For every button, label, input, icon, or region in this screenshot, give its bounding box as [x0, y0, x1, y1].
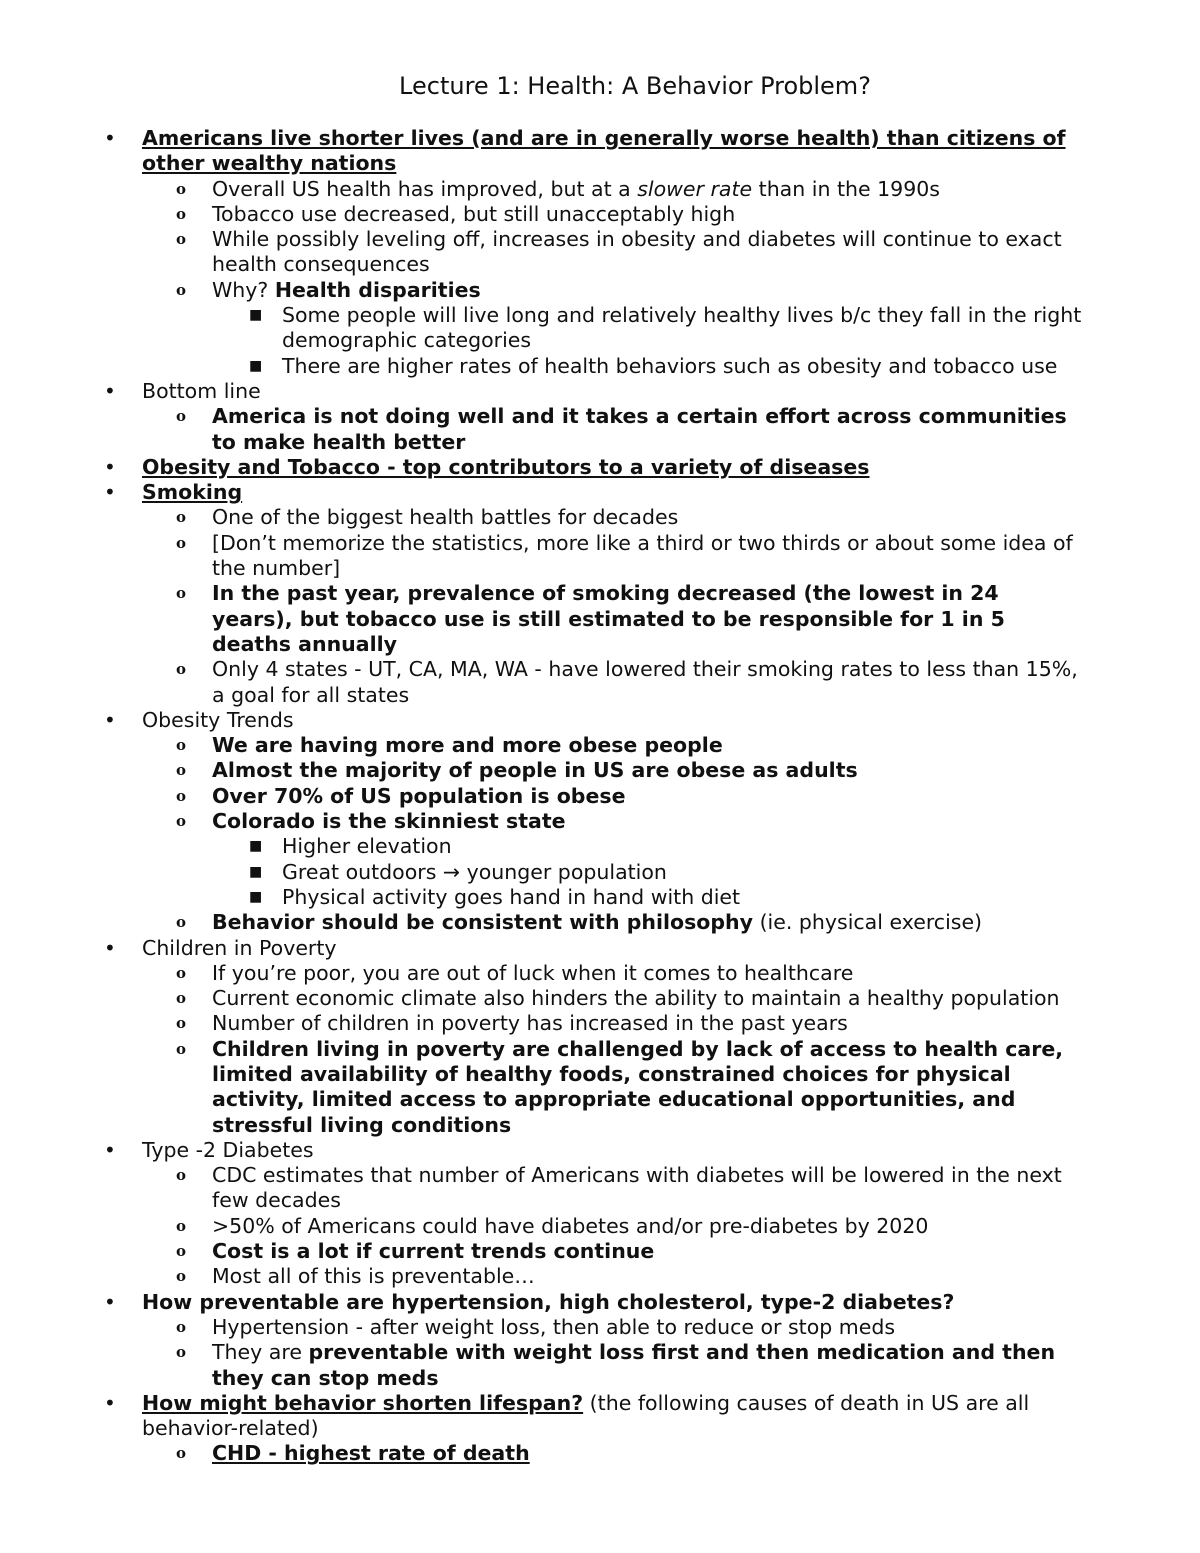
they-are-text-c: they can stop meds [212, 1365, 439, 1390]
smoking-text: Smoking [142, 480, 243, 505]
sub-marker: o [176, 533, 187, 552]
sub-dont [104, 531, 1134, 556]
sub-marker: o [176, 989, 187, 1008]
most-all-text: Most all of this is preventable… [212, 1264, 535, 1289]
sub-living-cont-1 [104, 1062, 1134, 1087]
sub-poor [104, 961, 1134, 986]
sub-marker: o [176, 1317, 187, 1336]
behavior-text-a: Behavior should be consistent with philosophy [212, 910, 754, 935]
sub-marker: o [176, 963, 187, 982]
sub-cost [104, 1239, 1134, 1264]
bullet-obesity-trends [104, 708, 1134, 733]
bullet-type2-diabetes [104, 1138, 1134, 1163]
sub-they-are-cont [104, 1366, 1134, 1391]
physical-text: Physical activity goes hand in hand with diet [282, 884, 741, 909]
overall-text-c: than in the 1990s [758, 176, 940, 201]
how-might-text-b: (the following causes of death in US are all [589, 1390, 1030, 1415]
bullet-how-preventable [104, 1290, 1134, 1315]
sub-past-year-cont-2 [104, 632, 1134, 657]
sub-living [104, 1037, 1134, 1062]
bullet-americans-cont [104, 151, 1134, 176]
square-marker: ■ [249, 838, 263, 855]
some-text-1: Some people will live long and relatively healthy lives b/c they fall in the right [282, 303, 1082, 328]
sub-marker: o [176, 204, 187, 223]
sub-marker: o [176, 508, 187, 527]
how-might-text-c: behavior-related) [142, 1416, 319, 1441]
subsub-outdoors [104, 860, 1134, 885]
why-text-b: Health disparities [274, 277, 481, 302]
dont-text-2: the number] [212, 556, 341, 581]
sub-more-obese [104, 733, 1134, 758]
subsub-elevation [104, 834, 1134, 859]
sub-marker: o [176, 1166, 187, 1185]
they-are-text-b: preventable with weight loss first and then medication and then [308, 1340, 1056, 1365]
bullet-marker: • [104, 1289, 116, 1314]
bullet-marker: • [104, 935, 116, 960]
majority-text: Almost the majority of people in US are obese as adults [212, 758, 858, 783]
poor-text: If you’re poor, you are out of luck when it comes to healthcare [212, 960, 854, 985]
overall-text-a: Overall US health has improved, but at a [212, 176, 631, 201]
bullet-how-might-cont [104, 1416, 1134, 1441]
how-might-text-a: How might behavior shorten lifespan? [142, 1390, 584, 1415]
living-text-3: activity, limited access to appropriate educational opportunities, and [212, 1087, 1016, 1112]
sub-marker: o [176, 407, 187, 426]
sub-marker: o [176, 230, 187, 249]
some-text-2: demographic categories [282, 328, 532, 353]
bullet-americans [104, 126, 1134, 151]
past-text-2: years), but tobacco use is still estimated to be responsible for 1 in 5 [212, 606, 1005, 631]
sub-most-all [104, 1264, 1134, 1289]
bullet-marker: • [104, 126, 116, 150]
only4-text-2: a goal for all states [212, 682, 410, 707]
bullet-how-might [104, 1391, 1134, 1416]
outdoors-text: Great outdoors → younger population [282, 859, 667, 884]
sub-past-year-cont-1 [104, 607, 1134, 632]
sub-past-year [104, 581, 1134, 606]
sub-hypertension [104, 1315, 1134, 1340]
how-preventable-text: How preventable are hypertension, high cholesterol, type-2 diabetes? [142, 1289, 955, 1314]
overall-text-b: slower rate [637, 176, 753, 201]
sub-behavior [104, 910, 1134, 935]
fifty-text: >50% of Americans could have diabetes and/or pre-diabetes by 2020 [212, 1213, 929, 1238]
sub-marker: o [176, 1343, 187, 1362]
dont-text-1: [Don’t memorize the statistics, more like a third or two thirds or about some idea of [212, 530, 1073, 555]
sub-marker: o [176, 1014, 187, 1033]
americans-text-2: other wealthy nations [142, 151, 397, 176]
bullet-marker: • [104, 1390, 116, 1415]
they-are-text-a: They are [212, 1340, 302, 1365]
sub-majority [104, 758, 1134, 783]
sub-tobacco [104, 202, 1134, 227]
behavior-text-b: (ie. physical exercise) [759, 910, 983, 935]
sub-marker: o [176, 736, 187, 755]
sub-cdc-cont [104, 1188, 1134, 1213]
sub-leveling-cont [104, 252, 1134, 277]
biggest-text: One of the biggest health battles for decades [212, 505, 679, 530]
subsub-some-cont [104, 328, 1134, 353]
bullet-marker: • [104, 378, 116, 403]
leveling-text-1: While possibly leveling off, increases in obesity and diabetes will continue to exact [212, 227, 1062, 252]
hypertension-text: Hypertension - after weight loss, then able to reduce or stop meds [212, 1314, 896, 1339]
sub-america-cont [104, 430, 1134, 455]
number-children-text: Number of children in poverty has increased in the past years [212, 1011, 848, 1036]
sub-marker: o [176, 584, 187, 603]
bullet-marker: • [104, 480, 116, 505]
living-text-2: limited availability of healthy foods, constrained choices for physical [212, 1061, 1011, 1086]
lecture-notes [104, 126, 1134, 1467]
america-text-1: America is not doing well and it takes a certain effort across communities [212, 404, 1067, 429]
sub-marker: o [176, 1039, 187, 1058]
sub-living-cont-3 [104, 1113, 1134, 1138]
sub-biggest [104, 505, 1134, 530]
square-marker: ■ [249, 863, 263, 880]
sub-colorado [104, 809, 1134, 834]
sub-marker: o [176, 179, 187, 198]
sub-marker: o [176, 812, 187, 831]
sub-america [104, 404, 1134, 429]
americans-text-1: Americans live shorter lives (and are in generally worse health) than citizens of [142, 126, 1066, 150]
obesity-tobacco-text: Obesity and Tobacco - top contributors to a variety of diseases [142, 454, 870, 479]
only4-text-1: Only 4 states - UT, CA, MA, WA - have lowered their smoking rates to less than 15%, [212, 657, 1078, 682]
higher-rates-text: There are higher rates of health behaviors such as obesity and tobacco use [282, 353, 1058, 378]
over70-text: Over 70% of US population is obese [212, 783, 626, 808]
leveling-text-2: health consequences [212, 252, 430, 277]
cdc-text-1: CDC estimates that number of Americans with diabetes will be lowered in the next [212, 1163, 1062, 1188]
sub-living-cont-2 [104, 1087, 1134, 1112]
why-text-a: Why? [212, 277, 269, 302]
colorado-text: Colorado is the skinniest state [212, 809, 566, 834]
sub-marker: o [176, 1267, 187, 1286]
cost-text: Cost is a lot if current trends continue [212, 1239, 655, 1264]
sub-marker: o [176, 660, 187, 679]
sub-only-4-states-cont [104, 683, 1134, 708]
cdc-text-2: few decades [212, 1188, 341, 1213]
square-marker: ■ [249, 888, 263, 905]
america-text-2: to make health better [212, 429, 466, 454]
sub-overall [104, 177, 1134, 202]
sub-fifty-percent [104, 1214, 1134, 1239]
children-poverty-text: Children in Poverty [142, 935, 337, 960]
tobacco-text: Tobacco use decreased, but still unacceptably high [212, 201, 736, 226]
elevation-text: Higher elevation [282, 834, 452, 859]
bullet-marker: • [104, 1137, 116, 1162]
sub-leveling [104, 227, 1134, 252]
sub-only-4-states [104, 657, 1134, 682]
sub-marker: o [176, 786, 187, 805]
subsub-some [104, 303, 1134, 328]
chd-text: CHD - highest rate of death [212, 1441, 530, 1466]
sub-cdc [104, 1163, 1134, 1188]
bullet-children-poverty [104, 936, 1134, 961]
sub-over-70 [104, 784, 1134, 809]
bullet-marker: • [104, 454, 116, 479]
bullet-smoking [104, 480, 1134, 505]
square-marker: ■ [249, 307, 263, 324]
bullet-marker: • [104, 707, 116, 732]
sub-marker: o [176, 761, 187, 780]
sub-number-children [104, 1011, 1134, 1036]
living-text-1: Children living in poverty are challenged by lack of access to health care, [212, 1036, 1064, 1061]
type2-text: Type -2 Diabetes [142, 1137, 314, 1162]
sub-marker: o [176, 1216, 187, 1235]
more-obese-text: We are having more and more obese people [212, 733, 723, 758]
past-text-3: deaths annually [212, 631, 398, 656]
sub-climate [104, 986, 1134, 1011]
living-text-4: stressful living conditions [212, 1112, 512, 1137]
sub-they-are [104, 1340, 1134, 1365]
past-text-1: In the past year, prevalence of smoking decreased (the lowest in 24 [212, 581, 999, 606]
sub-dont-cont [104, 556, 1134, 581]
sub-chd [104, 1441, 1134, 1466]
bottom-line-text: Bottom line [142, 378, 261, 403]
sub-marker: o [176, 280, 187, 299]
document-title: Lecture 1: Health: A Behavior Problem? [399, 72, 871, 100]
sub-marker: o [176, 1444, 187, 1463]
sub-marker: o [176, 913, 187, 932]
climate-text: Current economic climate also hinders the ability to maintain a healthy population [212, 986, 1060, 1011]
bullet-bottom-line [104, 379, 1134, 404]
sub-marker: o [176, 1242, 187, 1261]
bullet-obesity-tobacco [104, 455, 1134, 480]
subsub-higher-rates [104, 354, 1134, 379]
square-marker: ■ [249, 357, 263, 374]
obesity-trends-text: Obesity Trends [142, 707, 294, 732]
sub-why [104, 278, 1134, 303]
subsub-physical [104, 885, 1134, 910]
